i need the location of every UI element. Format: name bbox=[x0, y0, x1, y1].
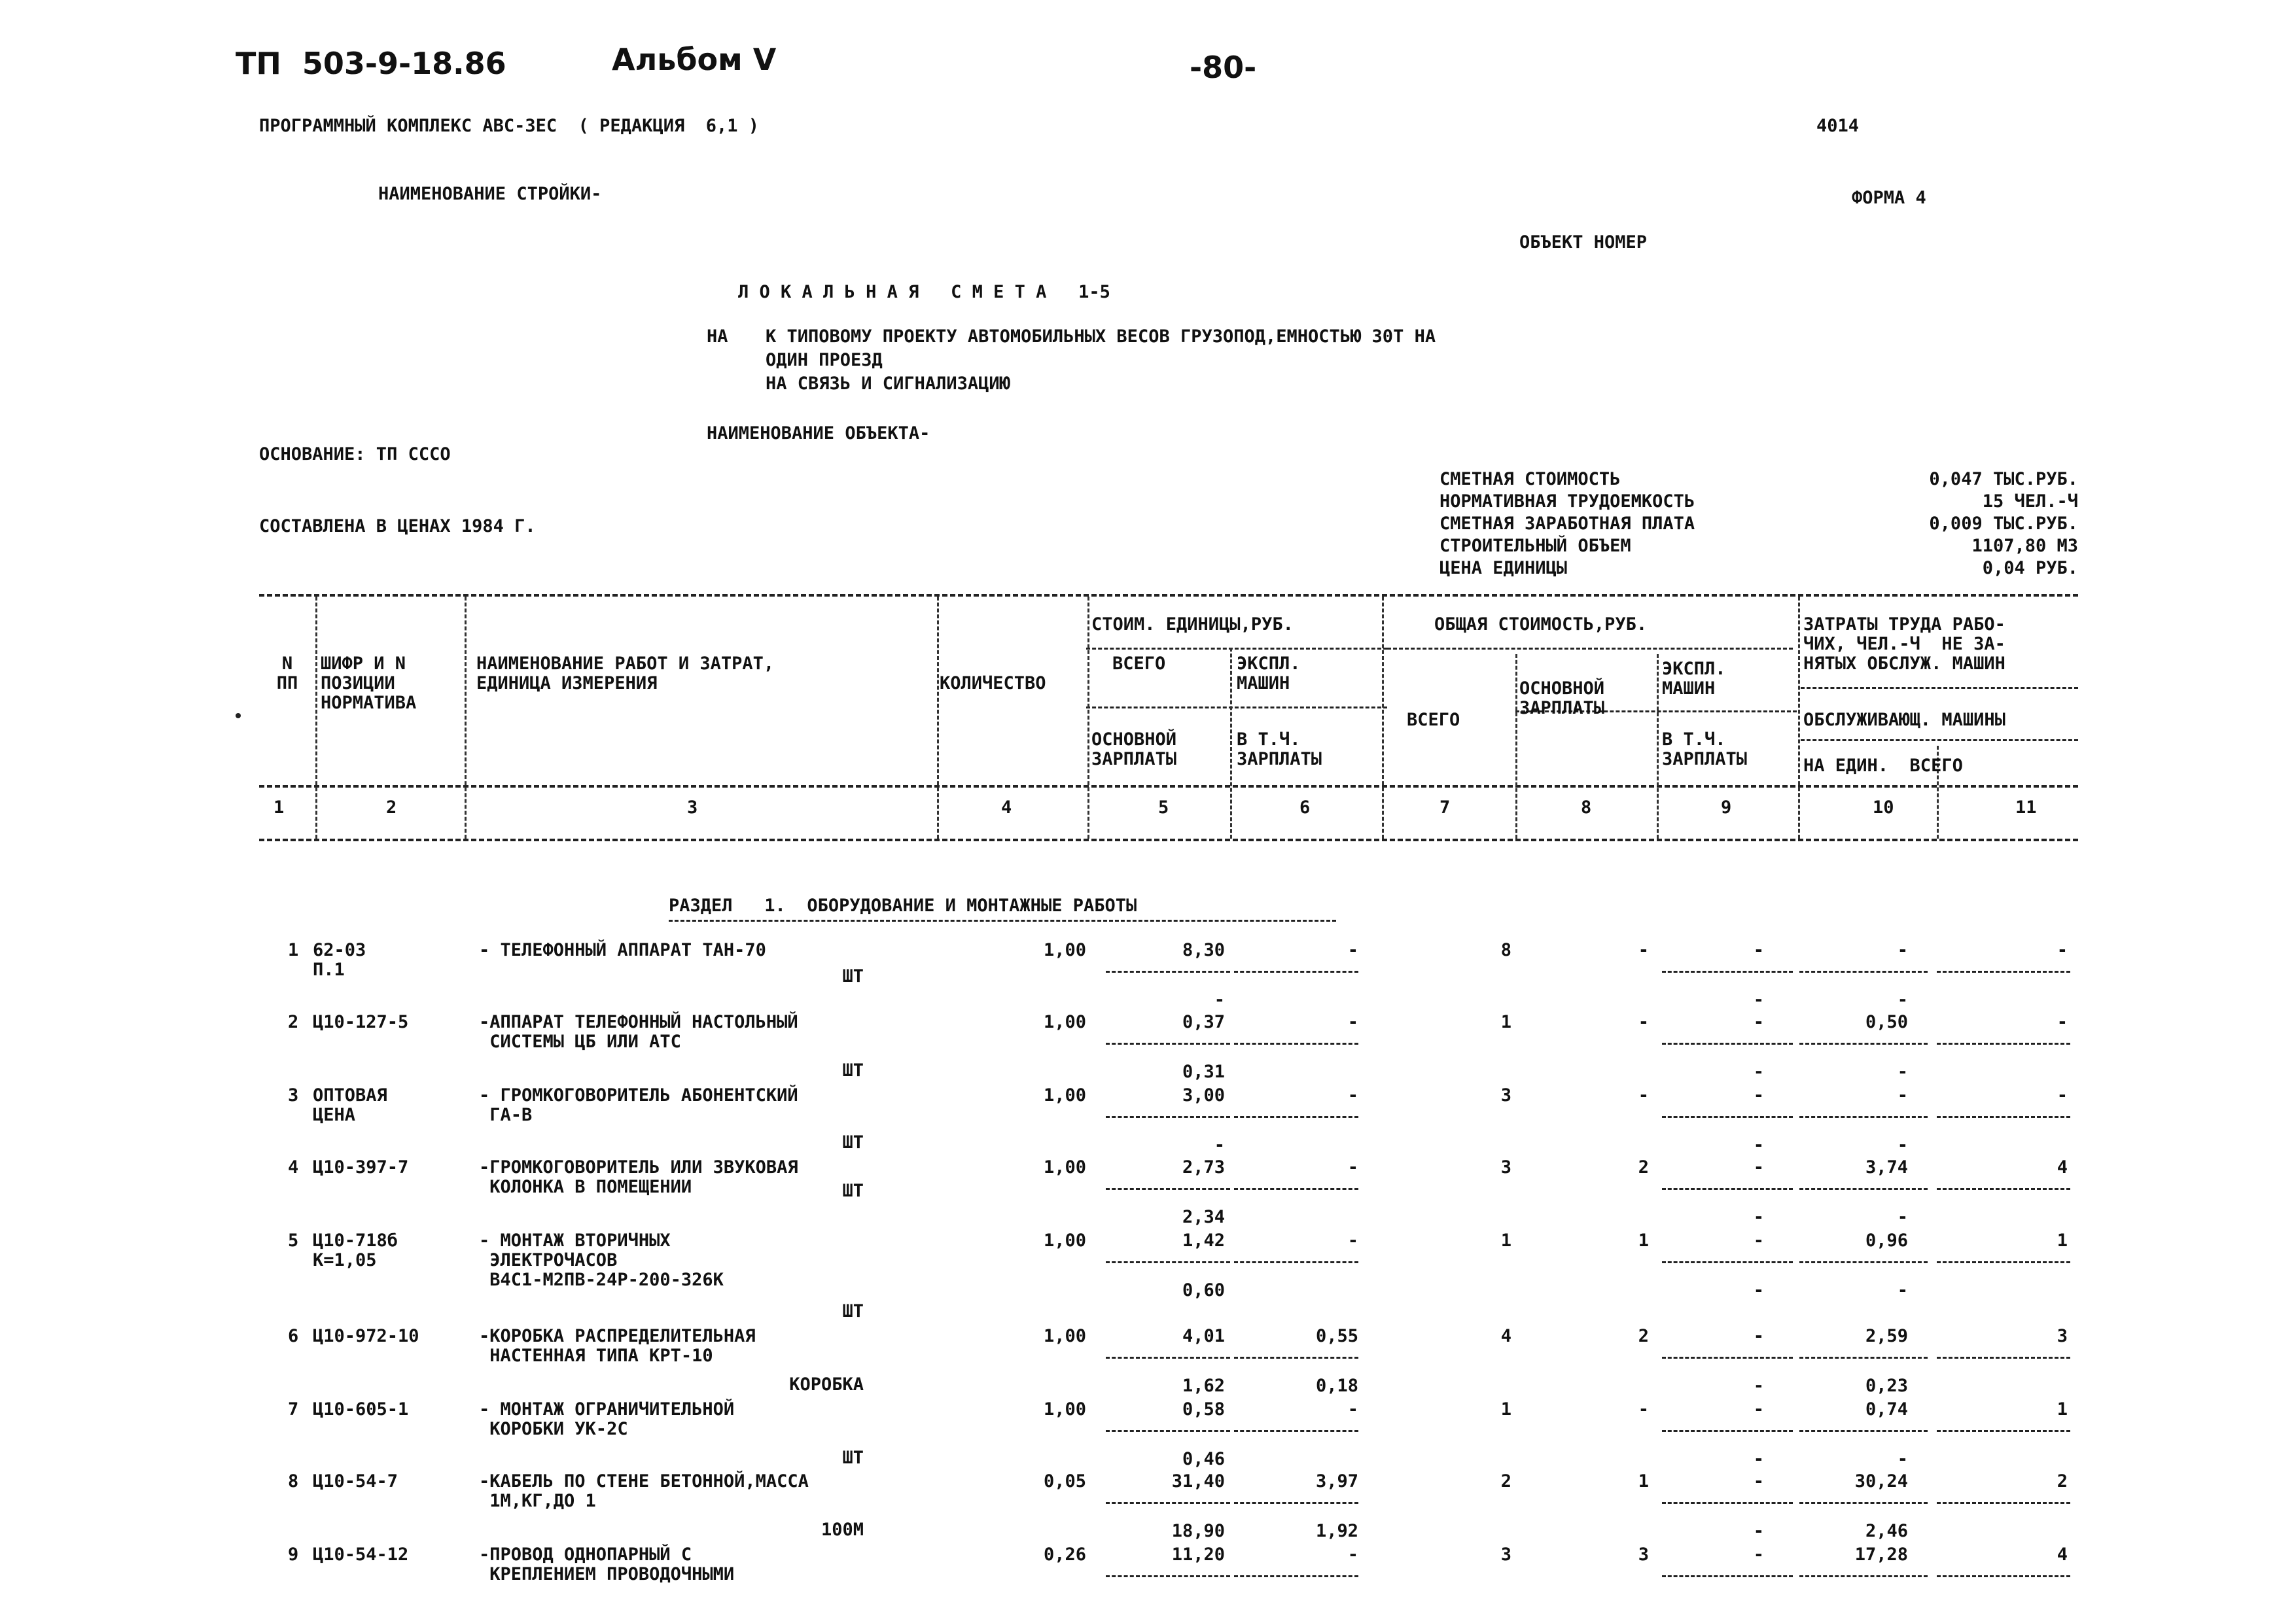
col-sep bbox=[1798, 597, 1800, 839]
row-unit-ekspl: 0,55 bbox=[1315, 1326, 1358, 1346]
row-unit-ekspl: - bbox=[1347, 1085, 1358, 1106]
row-unit-osn: 1,62 bbox=[1182, 1376, 1225, 1396]
row-number: 4 bbox=[288, 1157, 299, 1178]
row-unit-vsego-rule bbox=[1106, 1188, 1230, 1190]
row-unit-ekspl: - bbox=[1347, 1230, 1358, 1251]
row-total-vsego: 4 bbox=[1500, 1326, 1511, 1346]
row-labor-unit-rule bbox=[1799, 971, 1928, 973]
row-number: 3 bbox=[288, 1085, 299, 1106]
header-n: N ПП bbox=[276, 654, 298, 693]
row-unit-vsego: 31,40 bbox=[1171, 1471, 1225, 1492]
header-labor: ЗАТРАТЫ ТРУДА РАБО- ЧИХ, ЧЕЛ.-Ч НЕ ЗА- НЯТЫХ ОБСЛУЖ. МАШИН bbox=[1803, 614, 2005, 674]
row-labor-total-rule bbox=[1937, 1261, 2070, 1263]
row-total-vtch: - bbox=[1753, 1207, 1764, 1227]
row-total-ekspl: - bbox=[1753, 1012, 1764, 1032]
row-total-vsego: 1 bbox=[1500, 1012, 1511, 1032]
summary-value: 1107,80 М3 bbox=[1971, 536, 2078, 556]
row-labor-total: 4 bbox=[2057, 1544, 2068, 1565]
column-number: 9 bbox=[1721, 797, 1732, 818]
row-qty: 1,00 bbox=[1043, 1326, 1086, 1346]
row-labor-total-rule bbox=[1937, 1116, 2070, 1118]
row-labor-total: - bbox=[2057, 1012, 2068, 1032]
row-unit-ekspl-rule bbox=[1234, 1116, 1358, 1118]
row-total-osn: 1 bbox=[1638, 1230, 1649, 1251]
row-qty: 1,00 bbox=[1043, 1012, 1086, 1032]
row-total-vtch: - bbox=[1753, 1449, 1764, 1469]
row-unit-osn: 0,31 bbox=[1182, 1062, 1225, 1082]
row-unit-vsego-rule bbox=[1106, 1043, 1230, 1045]
row-total-ekspl-rule bbox=[1662, 971, 1793, 973]
row-labor-total-rule bbox=[1937, 1188, 2070, 1190]
row-labor-unit: 30,24 bbox=[1854, 1471, 1908, 1492]
header-unit-osn: ОСНОВНОЙ ЗАРПЛАТЫ bbox=[1091, 729, 1177, 769]
row-total-ekspl-rule bbox=[1662, 1116, 1793, 1118]
row-total-ekspl: - bbox=[1753, 1085, 1764, 1106]
row-code: Ц10-605-1 bbox=[313, 1399, 409, 1420]
row-number: 5 bbox=[288, 1230, 299, 1251]
row-total-vsego: 3 bbox=[1500, 1157, 1511, 1178]
row-total-ekspl: - bbox=[1753, 1157, 1764, 1178]
row-labor-unit-b: - bbox=[1897, 1062, 1908, 1082]
row-labor-total-rule bbox=[1937, 1357, 2070, 1359]
row-total-osn: - bbox=[1638, 1012, 1649, 1032]
row-total-vsego: 8 bbox=[1500, 940, 1511, 960]
row-total-ekspl: - bbox=[1753, 1399, 1764, 1420]
estimate-title: Л О К А Л Ь Н А Я С М Е Т А 1-5 bbox=[738, 282, 1110, 302]
row-unit-vsego: 1,42 bbox=[1182, 1230, 1225, 1251]
column-number: 6 bbox=[1299, 797, 1311, 818]
row-unit-ekspl: - bbox=[1347, 1399, 1358, 1420]
row-total-osn: - bbox=[1638, 1085, 1649, 1106]
row-qty: 1,00 bbox=[1043, 1157, 1086, 1178]
row-labor-total-rule bbox=[1937, 971, 2070, 973]
row-code: Ц10-54-12 bbox=[313, 1544, 409, 1565]
column-number: 2 bbox=[386, 797, 397, 818]
title-line-1: К ТИПОВОМУ ПРОЕКТУ АВТОМОБИЛЬНЫХ ВЕСОВ ГРУЗОПОД,ЕМНОСТЬЮ 30Т НА bbox=[766, 326, 1436, 347]
summary-label: СМЕТНАЯ СТОИМОСТЬ bbox=[1439, 469, 1621, 489]
row-unit-ekspl: - bbox=[1347, 1012, 1358, 1032]
row-code: 62-03 П.1 bbox=[313, 940, 366, 980]
row-labor-unit-b: - bbox=[1897, 1449, 1908, 1469]
row-name: -ПРОВОД ОДНОПАРНЫЙ С КРЕПЛЕНИЕМ ПРОВОДОЧНЫМИ bbox=[479, 1544, 735, 1584]
row-total-ekspl: - bbox=[1753, 940, 1764, 960]
row-unit-vsego: 11,20 bbox=[1171, 1544, 1225, 1565]
row-unit-ekspl-rule bbox=[1234, 1575, 1358, 1577]
row-labor-unit-rule bbox=[1799, 1357, 1928, 1359]
row-qty: 1,00 bbox=[1043, 1399, 1086, 1420]
row-total-vtch: - bbox=[1753, 1521, 1764, 1541]
page-number: -80- bbox=[1190, 50, 1257, 85]
row-unit-vsego-rule bbox=[1106, 1261, 1230, 1263]
row-total-osn: 2 bbox=[1638, 1157, 1649, 1178]
row-unit: ШТ bbox=[842, 1060, 864, 1081]
row-labor-total-rule bbox=[1937, 1575, 2070, 1577]
row-labor-unit-b: - bbox=[1897, 1207, 1908, 1227]
row-unit-vsego-rule bbox=[1106, 1430, 1230, 1432]
header-code: ШИФР И N ПОЗИЦИИ НОРМАТИВА bbox=[321, 654, 417, 713]
row-unit-vsego-rule bbox=[1106, 1357, 1230, 1359]
summary-label: СМЕТНАЯ ЗАРАБОТНАЯ ПЛАТА bbox=[1439, 514, 1695, 534]
col-sep bbox=[1515, 654, 1517, 839]
col-sep bbox=[1382, 597, 1384, 839]
row-total-ekspl-rule bbox=[1662, 1261, 1793, 1263]
row-unit-vsego-rule bbox=[1106, 1502, 1230, 1504]
row-labor-unit: 2,59 bbox=[1865, 1326, 1908, 1346]
row-total-ekspl: - bbox=[1753, 1326, 1764, 1346]
row-total-ekspl-rule bbox=[1662, 1043, 1793, 1045]
table-header-rule bbox=[259, 785, 2078, 788]
album-number: Альбом V bbox=[612, 42, 777, 77]
row-total-ekspl-rule bbox=[1662, 1357, 1793, 1359]
row-labor-total: - bbox=[2057, 1085, 2068, 1106]
row-number: 2 bbox=[288, 1012, 299, 1032]
row-unit: КОРОБКА bbox=[789, 1374, 864, 1395]
row-unit: ШТ bbox=[842, 966, 864, 986]
row-unit-ekspl: - bbox=[1347, 1157, 1358, 1178]
row-total-vtch: - bbox=[1753, 1376, 1764, 1396]
column-number: 3 bbox=[687, 797, 698, 818]
summary-label: СТРОИТЕЛЬНЫЙ ОБЪЕМ bbox=[1439, 536, 1631, 556]
summary-label: ЦЕНА ЕДИНИЦЫ bbox=[1439, 558, 1568, 578]
sheet-number: 4014 bbox=[1816, 116, 1860, 136]
row-labor-total-rule bbox=[1937, 1502, 2070, 1504]
row-labor-total-rule bbox=[1937, 1043, 2070, 1045]
row-labor-unit-b: 0,23 bbox=[1865, 1376, 1908, 1396]
row-unit-ekspl-rule bbox=[1234, 1261, 1358, 1263]
row-labor-total: 4 bbox=[2057, 1157, 2068, 1178]
row-name: - ТЕЛЕФОННЫЙ АППАРАТ ТАН-70 bbox=[479, 940, 766, 960]
row-unit-ekspl-rule bbox=[1234, 1502, 1358, 1504]
col-sep bbox=[1657, 654, 1659, 839]
row-labor-unit: 0,96 bbox=[1865, 1230, 1908, 1251]
row-labor-unit: - bbox=[1897, 940, 1908, 960]
row-total-osn: - bbox=[1638, 940, 1649, 960]
row-total-vtch: - bbox=[1753, 1280, 1764, 1300]
row-labor-unit-b: - bbox=[1897, 1135, 1908, 1155]
column-number: 1 bbox=[274, 797, 285, 818]
row-labor-unit-rule bbox=[1799, 1261, 1928, 1263]
row-name: - МОНТАЖ ОГРАНИЧИТЕЛЬНОЙ КОРОБКИ УК-2С bbox=[479, 1399, 735, 1439]
row-name: - ГРОМКОГОВОРИТЕЛЬ АБОНЕНТСКИЙ ГА-В bbox=[479, 1085, 798, 1125]
row-labor-unit-rule bbox=[1799, 1043, 1928, 1045]
row-name: - МОНТАЖ ВТОРИЧНЫХ ЭЛЕКТРОЧАСОВ В4С1-М2ПВ-24Р-200-326К bbox=[479, 1230, 724, 1290]
row-qty: 0,05 bbox=[1043, 1471, 1086, 1492]
header-obsl: ОБСЛУЖИВАЮЩ. МАШИНЫ bbox=[1803, 710, 2005, 730]
row-unit-ekspl-rule bbox=[1234, 1357, 1358, 1359]
row-unit: 100М bbox=[821, 1520, 864, 1540]
row-total-osn: 2 bbox=[1638, 1326, 1649, 1346]
header-unit-ekspl: ЭКСПЛ. МАШИН bbox=[1237, 654, 1301, 693]
row-labor-unit: 0,50 bbox=[1865, 1012, 1908, 1032]
header-unit-cost: СТОИМ. ЕДИНИЦЫ,РУБ. bbox=[1091, 614, 1294, 635]
column-number: 5 bbox=[1158, 797, 1169, 818]
summary-value: 0,04 РУБ. bbox=[1982, 558, 2078, 578]
summary-value: 0,009 ТЫС.РУБ. bbox=[1929, 514, 2078, 534]
row-total-ekspl: - bbox=[1753, 1544, 1764, 1565]
header-total-cost: ОБЩАЯ СТОИМОСТЬ,РУБ. bbox=[1434, 614, 1648, 635]
row-total-ekspl-rule bbox=[1662, 1430, 1793, 1432]
construction-name-label: НАИМЕНОВАНИЕ СТРОЙКИ- bbox=[378, 184, 602, 204]
row-labor-total: - bbox=[2057, 940, 2068, 960]
object-number-label: ОБЪЕКТ НОМЕР bbox=[1519, 232, 1648, 253]
header-name: НАИМЕНОВАНИЕ РАБОТ И ЗАТРАТ, ЕДИНИЦА ИЗМЕРЕНИЯ bbox=[476, 654, 775, 693]
header-total-vtch: В Т.Ч. ЗАРПЛАТЫ bbox=[1662, 729, 1748, 769]
unit-cost-subrule-2 bbox=[1086, 707, 1387, 708]
row-total-vsego: 1 bbox=[1500, 1399, 1511, 1420]
row-total-vsego: 2 bbox=[1500, 1471, 1511, 1492]
unit-cost-subrule bbox=[1086, 648, 1387, 650]
row-unit-ekspl: - bbox=[1347, 1544, 1358, 1565]
row-unit-vsego: 0,37 bbox=[1182, 1012, 1225, 1032]
row-total-vsego: 1 bbox=[1500, 1230, 1511, 1251]
row-code: Ц10-718б К=1,05 bbox=[313, 1230, 398, 1270]
row-unit-vsego: 4,01 bbox=[1182, 1326, 1225, 1346]
row-unit-osn: 0,60 bbox=[1182, 1280, 1225, 1300]
row-number: 9 bbox=[288, 1544, 299, 1565]
row-labor-unit-rule bbox=[1799, 1575, 1928, 1577]
row-total-osn: 3 bbox=[1638, 1544, 1649, 1565]
col-sep bbox=[937, 597, 939, 839]
row-labor-unit-b: 2,46 bbox=[1865, 1521, 1908, 1541]
row-total-ekspl: - bbox=[1753, 1471, 1764, 1492]
row-total-ekspl-rule bbox=[1662, 1188, 1793, 1190]
row-labor-unit-rule bbox=[1799, 1502, 1928, 1504]
row-unit-ekspl-rule bbox=[1234, 1043, 1358, 1045]
col-sep bbox=[1087, 597, 1089, 839]
header-total-ekspl: ЭКСПЛ. МАШИН bbox=[1662, 659, 1726, 699]
summary-value: 0,047 ТЫС.РУБ. bbox=[1929, 469, 2078, 489]
row-labor-total: 1 bbox=[2057, 1230, 2068, 1251]
row-labor-unit-rule bbox=[1799, 1116, 1928, 1118]
row-code: Ц10-397-7 bbox=[313, 1157, 409, 1178]
column-number: 11 bbox=[2015, 797, 2037, 818]
row-code: Ц10-972-10 bbox=[313, 1326, 419, 1346]
row-unit-vtch: 1,92 bbox=[1315, 1521, 1358, 1541]
row-unit-ekspl-rule bbox=[1234, 1188, 1358, 1190]
col-sep bbox=[315, 597, 317, 839]
row-labor-unit: 0,74 bbox=[1865, 1399, 1908, 1420]
row-name: -ГРОМКОГОВОРИТЕЛЬ ИЛИ ЗВУКОВАЯ КОЛОНКА В ПОМЕЩЕНИИ bbox=[479, 1157, 798, 1197]
basis-text: ОСНОВАНИЕ: ТП СССО bbox=[259, 444, 451, 464]
row-unit-vsego: 0,58 bbox=[1182, 1399, 1225, 1420]
row-labor-unit: - bbox=[1897, 1085, 1908, 1106]
table-numbers-rule bbox=[259, 839, 2078, 841]
title-line-3: НА СВЯЗЬ И СИГНАЛИЗАЦИЮ bbox=[766, 374, 1010, 394]
row-unit-vsego: 8,30 bbox=[1182, 940, 1225, 960]
form-label: ФОРМА 4 bbox=[1852, 188, 1926, 208]
row-unit-vsego: 3,00 bbox=[1182, 1085, 1225, 1106]
row-unit-vsego-rule bbox=[1106, 1116, 1230, 1118]
labor-subrule-1 bbox=[1801, 687, 2078, 689]
header-total-osn: ОСНОВНОЙ ЗАРПЛАТЫ bbox=[1519, 678, 1605, 718]
header-unit-vsego: ВСЕГО bbox=[1112, 654, 1166, 674]
row-total-osn: - bbox=[1638, 1399, 1649, 1420]
row-unit: ШТ bbox=[842, 1448, 864, 1468]
row-unit-ekspl-rule bbox=[1234, 971, 1358, 973]
row-code: ОПТОВАЯ ЦЕНА bbox=[313, 1085, 387, 1125]
row-unit-ekspl-rule bbox=[1234, 1430, 1358, 1432]
row-unit-osn: - bbox=[1214, 990, 1225, 1010]
row-unit-vtch: 0,18 bbox=[1315, 1376, 1358, 1396]
object-name-label: НАИМЕНОВАНИЕ ОБЪЕКТА- bbox=[707, 423, 930, 444]
row-labor-total-rule bbox=[1937, 1430, 2070, 1432]
labor-subrule-2 bbox=[1801, 739, 2078, 741]
header-na-ed: НА ЕДИН. ВСЕГО bbox=[1803, 756, 1963, 776]
margin-mark bbox=[236, 713, 241, 718]
header-total-vsego: ВСЕГО bbox=[1407, 710, 1460, 730]
row-name: -КАБЕЛЬ ПО СТЕНЕ БЕТОННОЙ,МАССА 1М,КГ,ДО 1 bbox=[479, 1471, 809, 1511]
header-qty: КОЛИЧЕСТВО bbox=[940, 673, 1046, 693]
column-number: 4 bbox=[1001, 797, 1012, 818]
row-code: Ц10-54-7 bbox=[313, 1471, 398, 1492]
na-label: НА bbox=[707, 326, 728, 347]
column-number: 7 bbox=[1439, 797, 1451, 818]
table-top-rule bbox=[259, 594, 2078, 597]
row-total-vtch: - bbox=[1753, 1135, 1764, 1155]
total-cost-subrule bbox=[1387, 648, 1793, 650]
row-total-ekspl: - bbox=[1753, 1230, 1764, 1251]
row-labor-unit-b: - bbox=[1897, 990, 1908, 1010]
row-labor-unit: 17,28 bbox=[1854, 1544, 1908, 1565]
row-labor-unit-b: - bbox=[1897, 1280, 1908, 1300]
section-title: РАЗДЕЛ 1. ОБОРУДОВАНИЕ И МОНТАЖНЫЕ РАБОТЫ bbox=[669, 896, 1137, 916]
row-unit-vsego: 2,73 bbox=[1182, 1157, 1225, 1178]
summary-label: НОРМАТИВНАЯ ТРУДОЕМКОСТЬ bbox=[1439, 491, 1695, 512]
row-number: 8 bbox=[288, 1471, 299, 1492]
row-qty: 1,00 bbox=[1043, 1085, 1086, 1106]
row-unit-osn: - bbox=[1214, 1135, 1225, 1155]
row-labor-total: 3 bbox=[2057, 1326, 2068, 1346]
row-unit-vsego-rule bbox=[1106, 1575, 1230, 1577]
row-total-ekspl-rule bbox=[1662, 1575, 1793, 1577]
row-unit-ekspl: - bbox=[1347, 940, 1358, 960]
col-sep bbox=[1230, 648, 1232, 839]
col-sep bbox=[465, 597, 467, 839]
row-number: 1 bbox=[288, 940, 299, 960]
row-labor-unit-rule bbox=[1799, 1188, 1928, 1190]
row-number: 6 bbox=[288, 1326, 299, 1346]
row-name: -АППАРАТ ТЕЛЕФОННЫЙ НАСТОЛЬНЫЙ СИСТЕМЫ ЦБ ИЛИ АТС bbox=[479, 1012, 798, 1052]
row-unit: ШТ bbox=[842, 1181, 864, 1201]
row-unit: ШТ bbox=[842, 1301, 864, 1321]
row-total-osn: 1 bbox=[1638, 1471, 1649, 1492]
row-unit-osn: 2,34 bbox=[1182, 1207, 1225, 1227]
row-qty: 0,26 bbox=[1043, 1544, 1086, 1565]
program-name: ПРОГРАММНЫЙ КОМПЛЕКС АВС-3ЕС ( РЕДАКЦИЯ 6,1 ) bbox=[259, 116, 760, 136]
section-underline bbox=[669, 920, 1336, 922]
row-labor-total: 1 bbox=[2057, 1399, 2068, 1420]
row-unit-osn: 18,90 bbox=[1171, 1521, 1225, 1541]
row-qty: 1,00 bbox=[1043, 1230, 1086, 1251]
row-total-ekspl-rule bbox=[1662, 1502, 1793, 1504]
row-qty: 1,00 bbox=[1043, 940, 1086, 960]
row-total-vtch: - bbox=[1753, 1062, 1764, 1082]
document-code: ТП 503-9-18.86 bbox=[236, 46, 506, 81]
row-unit: ШТ bbox=[842, 1132, 864, 1153]
header-unit-vtch: В Т.Ч. ЗАРПЛАТЫ bbox=[1237, 729, 1322, 769]
row-labor-unit-rule bbox=[1799, 1430, 1928, 1432]
row-labor-unit: 3,74 bbox=[1865, 1157, 1908, 1178]
row-labor-total: 2 bbox=[2057, 1471, 2068, 1492]
row-unit-ekspl: 3,97 bbox=[1315, 1471, 1358, 1492]
row-total-vsego: 3 bbox=[1500, 1085, 1511, 1106]
row-total-vsego: 3 bbox=[1500, 1544, 1511, 1565]
prices-text: СОСТАВЛЕНА В ЦЕНАХ 1984 Г. bbox=[259, 516, 536, 536]
row-unit-osn: 0,46 bbox=[1182, 1449, 1225, 1469]
row-number: 7 bbox=[288, 1399, 299, 1420]
row-total-vtch: - bbox=[1753, 990, 1764, 1010]
row-code: Ц10-127-5 bbox=[313, 1012, 409, 1032]
row-name: -КОРОБКА РАСПРЕДЕЛИТЕЛЬНАЯ НАСТЕННАЯ ТИПА КРТ-10 bbox=[479, 1326, 756, 1366]
title-line-2: ОДИН ПРОЕЗД bbox=[766, 350, 883, 370]
summary-value: 15 ЧЕЛ.-Ч bbox=[1982, 491, 2078, 512]
column-number: 8 bbox=[1581, 797, 1592, 818]
column-number: 10 bbox=[1873, 797, 1894, 818]
row-unit-vsego-rule bbox=[1106, 971, 1230, 973]
